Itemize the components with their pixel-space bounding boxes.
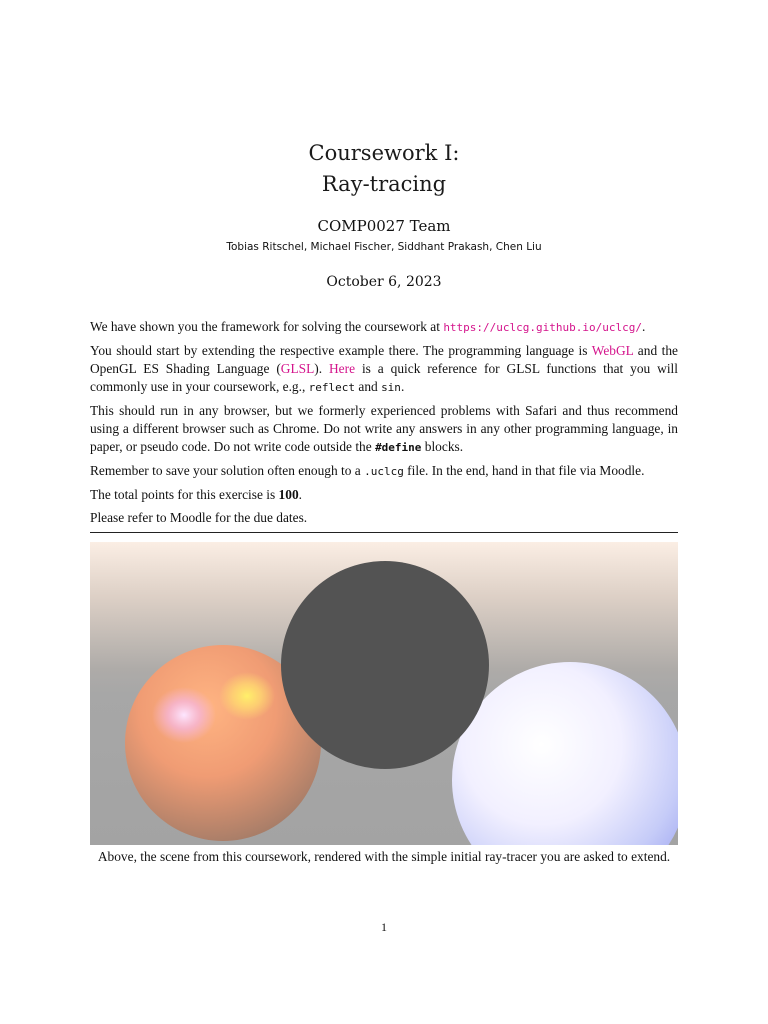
body-text — [90, 318, 678, 532]
code-uclcg-ext: .uclcg — [364, 465, 404, 478]
team-name: COMP0027 Team — [317, 217, 451, 235]
webgl-link[interactable]: WebGL — [591, 343, 634, 358]
paragraph-6: Please refer to Moodle for the due dates. — [90, 510, 308, 525]
p2-text-c: ). — [314, 361, 329, 376]
yellow-highlight — [219, 672, 275, 720]
p3-text-b: blocks. — [421, 439, 464, 454]
title-line-2: Ray-tracing — [321, 172, 447, 196]
raytrace-render-image — [90, 542, 678, 845]
here-link[interactable]: Here — [329, 361, 356, 376]
date: October 6, 2023 — [326, 274, 442, 290]
p5-text-b: . — [298, 487, 302, 502]
figure-caption: Above, the scene from this coursework, rendered with the simple initial ray-tracer you are asked to extend. — [97, 849, 671, 864]
code-reflect: reflect — [308, 381, 356, 394]
paragraph-4 — [90, 462, 678, 481]
p5-text-a: The total points for this exercise is — [90, 487, 279, 502]
p1-text: We have shown you the framework for solving the coursework at — [90, 319, 444, 334]
paragraph-5 — [90, 486, 678, 504]
p2-end: . — [400, 379, 405, 394]
paragraph-2 — [90, 342, 678, 397]
dark-sphere — [281, 561, 489, 769]
p2-text-d: is a quick reference for GLSL functions that you will commonly use in your coursework, e.g., — [90, 361, 678, 394]
p2-text-b: and the OpenGL ES Shading Language ( — [90, 343, 679, 376]
p2-and: and — [355, 379, 382, 394]
paragraph-1 — [90, 318, 678, 337]
code-sin: sin — [381, 381, 401, 394]
p4-text-a: Remember to save your solution often enough to a — [90, 463, 365, 478]
pink-highlight — [152, 687, 216, 743]
paper-title — [0, 138, 768, 200]
title-line-1: Coursework I: — [308, 141, 460, 165]
paragraph-3 — [90, 402, 678, 457]
code-define: #define — [375, 441, 422, 454]
p2-text-a: You should start by extending the respective example there. The programming language is — [90, 343, 592, 358]
p1-end: . — [642, 319, 646, 334]
p3-text-a: This should run in any browser, but we formerly experienced problems with Safari and thus recommend using a different browser such as Chrome. Do not write any answers in any other programming language, in paper, or pseudo code. Do not write code outside the — [90, 403, 678, 454]
author-list: Tobias Ritschel, Michael Fischer, Siddhant Prakash, Chen Liu — [226, 241, 542, 253]
horizontal-rule — [90, 532, 678, 533]
glsl-link[interactable]: GLSL — [280, 361, 315, 376]
total-points: 100 — [278, 487, 299, 502]
framework-url-link[interactable]: https://uclcg.github.io/uclcg/ — [443, 321, 642, 334]
page-number: 1 — [381, 920, 387, 934]
p4-text-b: file. In the end, hand in that file via Moodle. — [403, 463, 645, 478]
